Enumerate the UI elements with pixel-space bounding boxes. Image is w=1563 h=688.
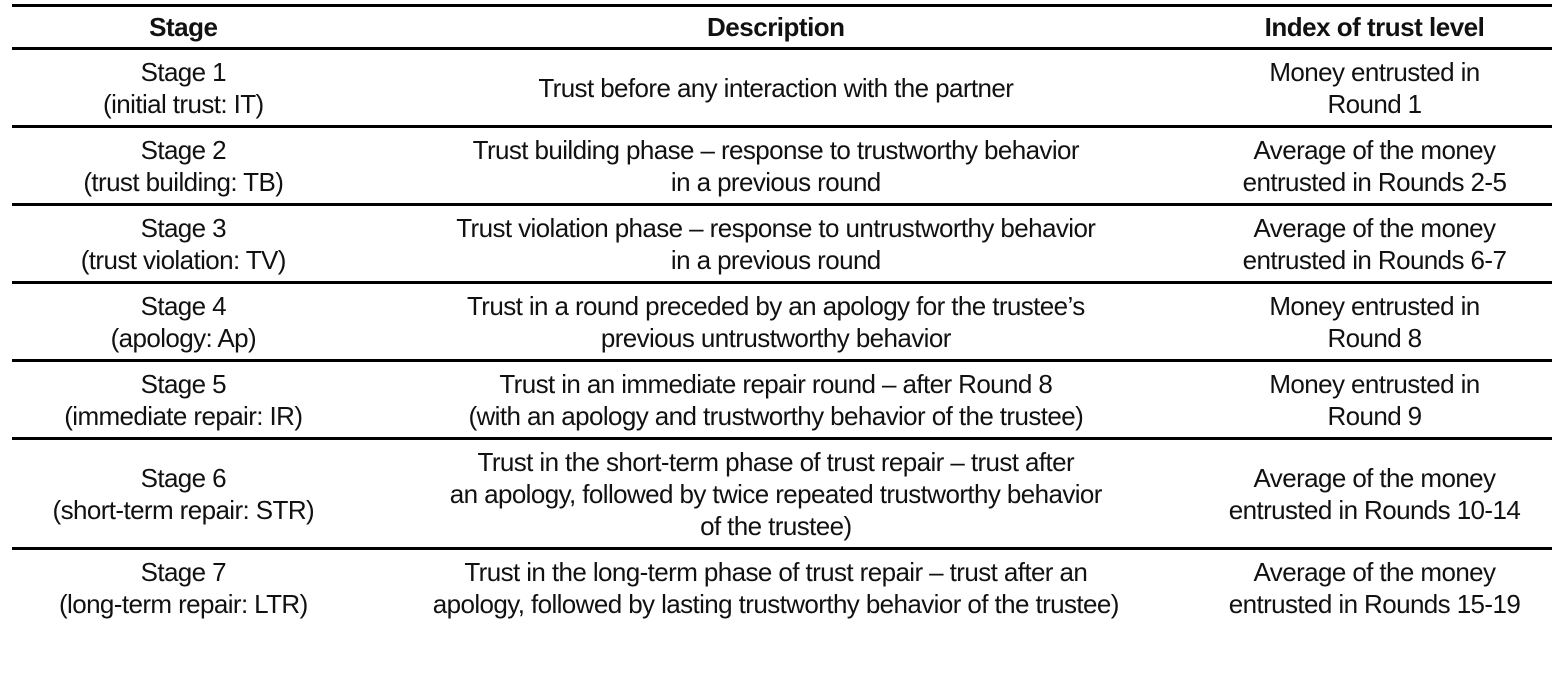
index-line: Money entrusted in (1269, 290, 1480, 321)
header-stage: Stage (149, 12, 218, 42)
index-line: Average of the money (1253, 212, 1496, 243)
table-row (12, 439, 1552, 549)
description-cell (355, 127, 1197, 205)
description-cell (355, 205, 1197, 283)
stage-label: Stage 6 (140, 462, 227, 493)
index-line: Money entrusted in (1269, 368, 1480, 399)
description-line: apology, followed by lasting trustworthy behavior of the trustee) (432, 589, 1119, 620)
stage-cell (12, 205, 355, 283)
index-cell (1197, 127, 1552, 205)
trust-stages-table (12, 4, 1552, 627)
description-line: (with an apology and trustworthy behavior of the trustee) (468, 400, 1084, 431)
index-line: Average of the money (1253, 462, 1496, 493)
index-line: Average of the money (1253, 134, 1496, 165)
index-cell (1197, 549, 1552, 627)
index-cell (1197, 361, 1552, 439)
stage-cell (12, 439, 355, 549)
index-line: Round 1 (1327, 88, 1422, 119)
stage-label: Stage 2 (140, 134, 227, 165)
description-line: Trust building phase – response to trustworthy behavior (472, 134, 1079, 165)
description-line: Trust in an immediate repair round – after Round 8 (499, 368, 1053, 399)
description-line: Trust before any interaction with the partner (538, 72, 1014, 103)
table-row (12, 549, 1552, 627)
stage-cell (12, 549, 355, 627)
description-cell (355, 49, 1197, 127)
description-line: Trust in the short-term phase of trust repair – trust after (477, 446, 1075, 477)
stage-label: Stage 1 (140, 56, 227, 87)
table-row (12, 283, 1552, 361)
table-row (12, 49, 1552, 127)
index-line: Round 8 (1327, 322, 1422, 353)
stage-abbrev: (trust building: TB) (83, 166, 284, 197)
header-description: Description (707, 12, 845, 42)
stage-abbrev: (trust violation: TV) (80, 244, 286, 275)
description-line: of the trustee) (700, 510, 852, 541)
description-line: Trust violation phase – response to untrustworthy behavior (456, 212, 1096, 243)
stage-label: Stage 4 (140, 290, 227, 321)
stage-cell (12, 361, 355, 439)
stage-abbrev: (immediate repair: IR) (64, 400, 303, 431)
index-cell (1197, 283, 1552, 361)
index-cell (1197, 439, 1552, 549)
description-cell (355, 283, 1197, 361)
index-line: entrusted in Rounds 6-7 (1242, 244, 1507, 275)
description-line: in a previous round (670, 166, 881, 197)
stage-label: Stage 3 (140, 212, 227, 243)
header-index: Index of trust level (1264, 12, 1485, 42)
stage-cell (12, 127, 355, 205)
stage-cell (12, 49, 355, 127)
stage-cell (12, 283, 355, 361)
stage-abbrev: (long-term repair: LTR) (58, 589, 308, 620)
index-cell (1197, 49, 1552, 127)
stage-label: Stage 7 (140, 557, 227, 588)
header-row (12, 6, 1552, 49)
description-cell (355, 549, 1197, 627)
description-cell (355, 439, 1197, 549)
index-line: entrusted in Rounds 10-14 (1228, 494, 1521, 525)
index-line: Money entrusted in (1269, 56, 1480, 87)
stage-label: Stage 5 (140, 368, 227, 399)
table-row (12, 361, 1552, 439)
description-line: an apology, followed by twice repeated trustworthy behavior (449, 478, 1102, 509)
description-line: Trust in a round preceded by an apology for the trustee’s (466, 290, 1085, 321)
description-line: previous untrustworthy behavior (600, 322, 951, 353)
table-row (12, 205, 1552, 283)
description-line: in a previous round (670, 244, 881, 275)
stage-abbrev: (short-term repair: STR) (52, 494, 315, 525)
stage-abbrev: (initial trust: IT) (103, 88, 264, 119)
index-line: entrusted in Rounds 15-19 (1228, 589, 1521, 620)
index-line: entrusted in Rounds 2-5 (1242, 166, 1507, 197)
index-line: Round 9 (1327, 400, 1422, 431)
index-line: Average of the money (1253, 557, 1496, 588)
index-cell (1197, 205, 1552, 283)
description-line: Trust in the long-term phase of trust repair – trust after an (464, 557, 1088, 588)
table-row (12, 127, 1552, 205)
description-cell (355, 361, 1197, 439)
stage-abbrev: (apology: Ap) (110, 322, 257, 353)
table-header (12, 6, 1552, 49)
table-body (12, 49, 1552, 627)
